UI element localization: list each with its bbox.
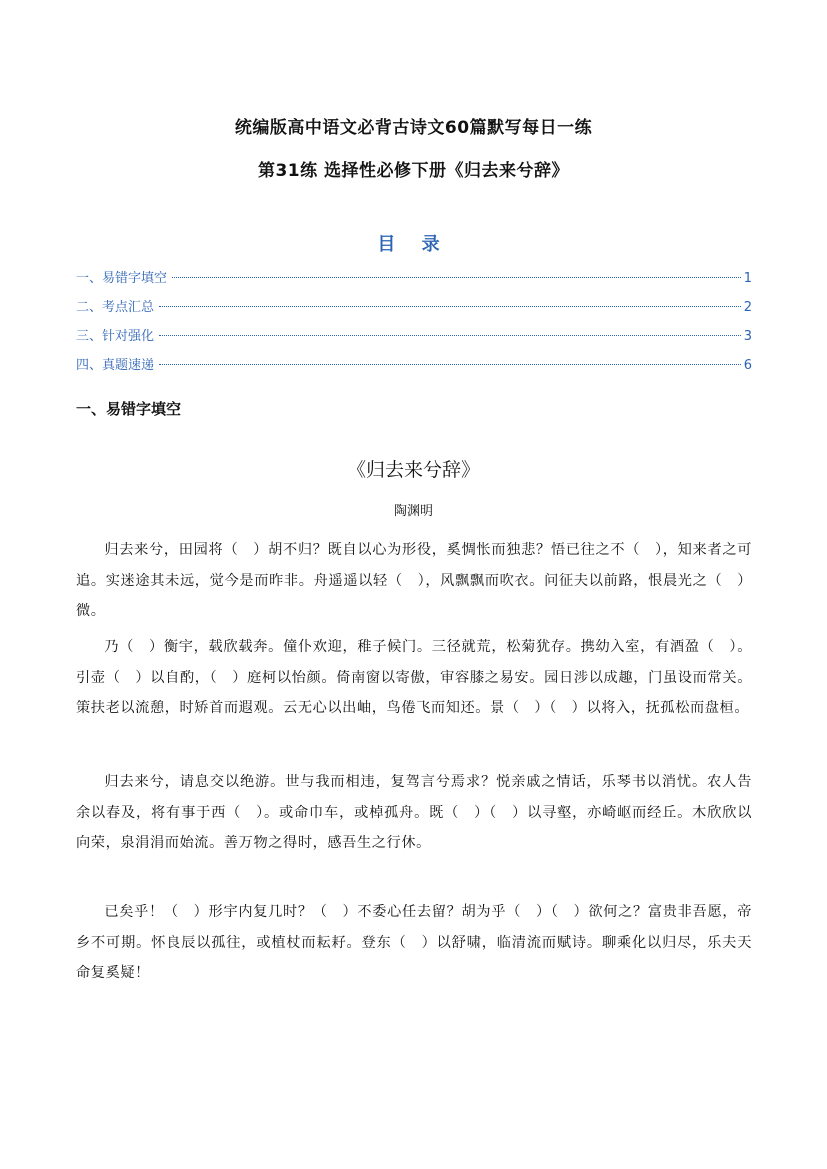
toc-leader-dots	[159, 364, 741, 365]
toc-item-label: 二、考点汇总	[76, 300, 155, 315]
toc-item-2[interactable]	[76, 296, 752, 316]
toc-heading: 目 录	[377, 234, 450, 255]
toc-item-page: 1	[743, 271, 752, 286]
toc-leader-dots	[159, 306, 741, 307]
toc-item-label: 四、真题速递	[76, 358, 155, 373]
poem-author: 陶渊明	[393, 504, 433, 519]
toc-item-page: 3	[743, 329, 752, 344]
poem-paragraph: 乃（ ）衡宇，载欣载奔。僮仆欢迎，稚子候门。三径就荒，松菊犹存。携幼入室，有酒盈（ ）。引壶（ ）以自酌，（ ）庭柯以怡颜。倚南窗以寄傲，审容膝之易安。园日涉以成趣，门虽设而常关。策扶老以流憩，时矫首而遐观。云无心以出岫，鸟倦飞而知还。景（ ）（ ）以将入，抚孤松而盘桓。	[76, 639, 752, 716]
section-heading: 一、易错字填空	[76, 400, 182, 418]
poem-paragraph: 归去来兮，田园将（ ）胡不归？既自以心为形役，奚惆怅而独悲？悟已往之不（ ），知来者之可追。实迷途其未远，觉今是而昨非。舟遥遥以轻（ ），风飘飘而吹衣。问征夫以前路，恨晨光之（ ）微。	[76, 542, 752, 619]
toc-item-label: 三、针对强化	[76, 329, 155, 344]
toc-item-4[interactable]	[76, 354, 752, 374]
toc-item-page: 6	[743, 358, 752, 373]
toc-item-page: 2	[743, 300, 752, 315]
poem-paragraph: 已矣乎！（ ）形宇内复几时？（ ）不委心任去留？胡为乎（ ）（ ）欲何之？富贵非吾愿，帝乡不可期。怀良辰以孤往，或植杖而耘耔。登东（ ）以舒啸，临清流而赋诗。聊乘化以归尽，乐夫天命复奚疑！	[76, 904, 752, 981]
poem-paragraph: 归去来兮，请息交以绝游。世与我而相违，复驾言兮焉求？悦亲戚之情话，乐琴书以消忧。农人告余以春及，将有事于西（ ）。或命巾车，或棹孤舟。既（ ）（ ）以寻壑，亦崎岖而经丘。木欣欣以向荣，泉涓涓而始流。善万物之得时，感吾生之行休。	[76, 774, 752, 851]
poem-title: 《归去来兮辞》	[346, 459, 480, 481]
toc-item-3[interactable]	[76, 325, 752, 345]
toc-leader-dots	[159, 335, 741, 336]
toc-item-label: 一、易错字填空	[76, 271, 168, 286]
page-subtitle: 第31练 选择性必修下册《归去来兮辞》	[257, 161, 570, 181]
toc-item-1[interactable]	[76, 267, 752, 287]
page-title: 统编版高中语文必背古诗文60篇默写每日一练	[234, 118, 593, 138]
toc-leader-dots	[172, 277, 741, 278]
